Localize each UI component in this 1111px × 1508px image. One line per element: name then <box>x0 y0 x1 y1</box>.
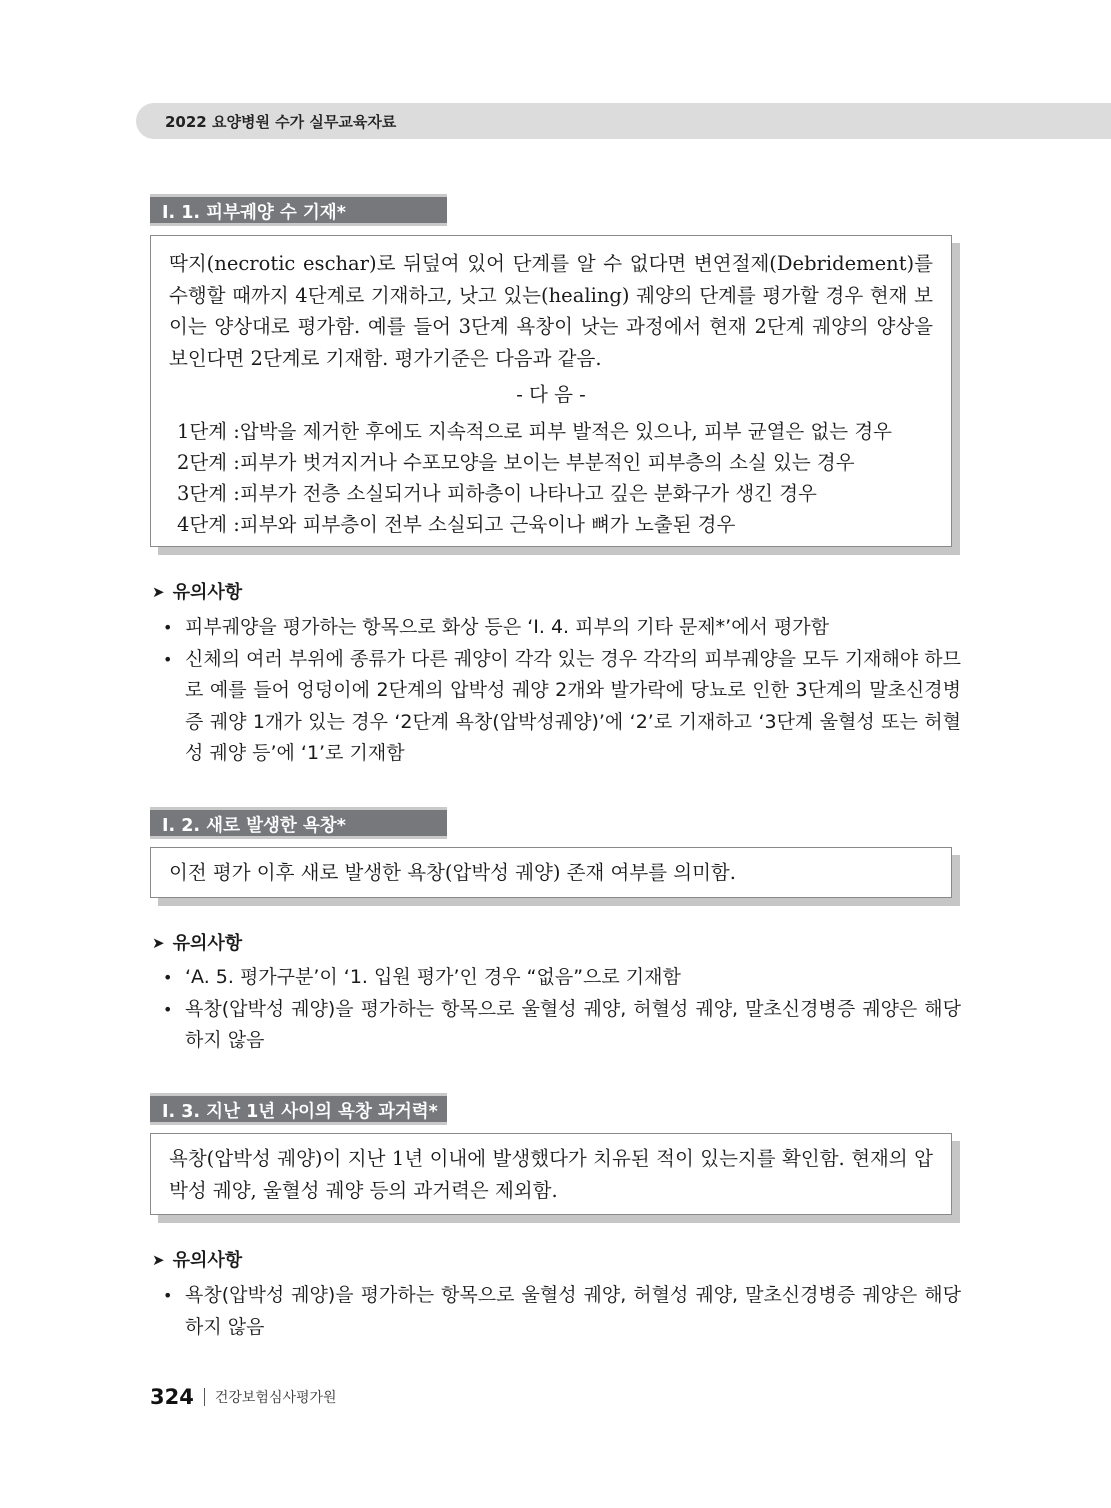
stage-label: 3단계 : <box>177 482 240 505</box>
definition-text: 딱지(necrotic eschar)로 뒤덮여 있어 단계를 알 수 없다면 변연절제(Debridement)를 수행할 때까지 4단계로 기재하고, 낫고 있는(healing) 궤양의 단계를 평가할 경우 현재 보이는 양상대로 평가함. 예를 들어 3단계 욕창이 낫는 과정에서 현재 2단계 궤양의 양상을 보인다면 2단계로 기재함. 평가기준은 다음과 같음. <box>169 252 933 370</box>
running-header-title: 2022 요양병원 수가 실무교육자료 <box>165 113 397 131</box>
note-text: ‘A. 5. 평가구분’이 ‘1. 입원 평가’인 경우 “없음”으로 기재함 <box>185 966 681 988</box>
list-item <box>163 612 961 644</box>
note-text: 신체의 여러 부위에 종류가 다른 궤양이 각각 있는 경우 각각의 피부궤양을 모두 기재해야 하므로 예를 들어 엉덩이에 2단계의 압박성 궤양 2개와 발가락에 당뇨로 인한 3단계의 말초신경병증 궤양 1개가 있는 경우 ‘2단계 욕창(압박성궤양)’에 ‘2’로 기재하고 ‘3단계 울혈성 또는 허혈성 궤양 등’에 ‘1’로 기재함 <box>185 647 961 764</box>
notes-list <box>163 612 961 770</box>
definition-text: 욕창(압박성 궤양)이 지난 1년 이내에 발생했다가 치유된 적이 있는지를 확인함. 현재의 압박성 궤양, 울혈성 궤양 등의 과거력은 제외함. <box>169 1147 933 1202</box>
sub-heading: - 다 음 - <box>516 383 586 406</box>
stage-list <box>151 412 951 550</box>
notes-title-text: 유의사항 <box>172 1250 243 1271</box>
notes-title-text: 유의사항 <box>172 933 243 954</box>
bullet-dot-icon: • <box>163 618 173 637</box>
section-heading-new-pressure-ulcer: I. 2. 새로 발생한 욕창* <box>150 807 447 839</box>
notes-title-text: 유의사항 <box>172 582 243 603</box>
page-footer <box>150 1385 337 1409</box>
stage-text: 압박을 제거한 후에도 지속적으로 피부 발적은 있으나, 피부 균열은 없는 경우 <box>239 420 892 443</box>
definition-text: 이전 평가 이후 새로 발생한 욕창(압박성 궤양) 존재 여부를 의미함. <box>169 861 736 884</box>
notes-title <box>152 929 242 955</box>
list-item <box>163 962 961 994</box>
note-text: 피부궤양을 평가하는 항목으로 화상 등은 ‘I. 4. 피부의 기타 문제*’에서 평가함 <box>185 616 830 638</box>
stage-text: 피부가 벗겨지거나 수포모양을 보이는 부분적인 피부층의 소실 있는 경우 <box>239 451 855 474</box>
definition-box-pressure-ulcer-history <box>150 1133 952 1215</box>
arrowhead-icon: ➤ <box>152 1251 165 1269</box>
section-heading-skin-ulcer-count: I. 1. 피부궤양 수 기재* <box>150 194 447 226</box>
note-text: 욕창(압박성 궤양)을 평가하는 항목으로 울혈성 궤양, 허혈성 궤양, 말초신경병증 궤양은 해당하지 않음 <box>185 1284 961 1338</box>
list-item <box>163 1280 961 1343</box>
stage-label: 1단계 : <box>177 420 240 443</box>
bullet-dot-icon: • <box>163 999 173 1019</box>
stage-text: 피부가 전층 소실되거나 피하층이 나타나고 깊은 분화구가 생긴 경우 <box>239 482 817 505</box>
notes-list <box>163 1280 961 1343</box>
stage-item <box>177 416 933 447</box>
page-number: 324 <box>150 1385 194 1409</box>
stage-text: 피부와 피부층이 전부 소실되고 근육이나 뼈가 노출된 경우 <box>239 513 736 536</box>
stage-item <box>177 447 933 478</box>
stage-label: 2단계 : <box>177 451 240 474</box>
definition-box-new-pressure-ulcer <box>150 847 952 898</box>
stage-label: 4단계 : <box>177 513 240 536</box>
bullet-dot-icon: • <box>163 968 173 987</box>
notes-title <box>152 578 242 604</box>
list-item <box>163 644 961 770</box>
stage-item <box>177 509 933 540</box>
bullet-dot-icon: • <box>163 1286 173 1305</box>
stage-item <box>177 478 933 509</box>
bullet-dot-icon: • <box>163 649 173 669</box>
footer-organization: 건강보험심사평가원 <box>214 1390 337 1406</box>
note-text: 욕창(압박성 궤양)을 평가하는 항목으로 울혈성 궤양, 허혈성 궤양, 말초신경병증 궤양은 해당하지 않음 <box>185 997 961 1051</box>
arrowhead-icon: ➤ <box>152 934 165 952</box>
list-item <box>163 994 961 1057</box>
definition-box-skin-ulcer-count <box>150 235 952 547</box>
footer-divider <box>204 1388 205 1406</box>
notes-list <box>163 962 961 1057</box>
section-heading-pressure-ulcer-history: I. 3. 지난 1년 사이의 욕창 과거력* <box>150 1093 447 1125</box>
arrowhead-icon: ➤ <box>152 583 165 601</box>
notes-title <box>152 1246 242 1272</box>
